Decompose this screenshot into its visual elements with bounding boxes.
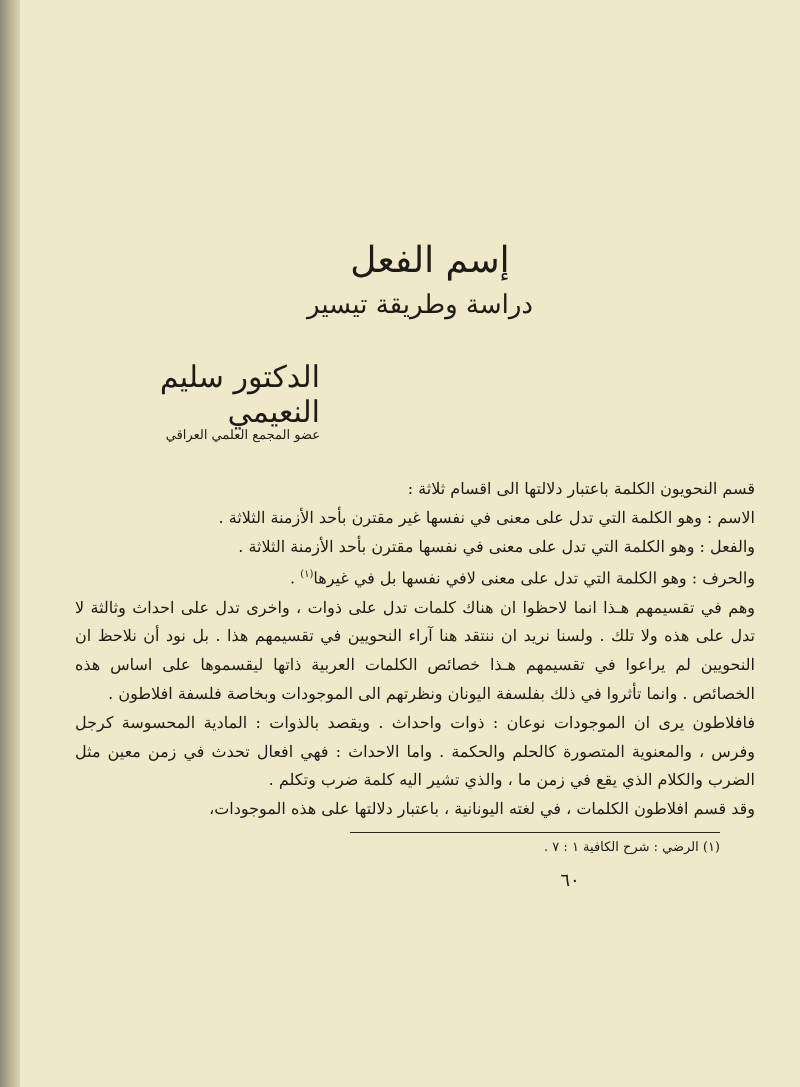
paragraph: والفعل : وهو الكلمة التي تدل على معنى في نفسها مقترن بأحد الأزمنة الثلاثة . (238, 536, 755, 556)
footnote-divider (350, 832, 720, 833)
article-title: إسم الفعل (350, 240, 510, 281)
footnote-marker: (١) (300, 569, 314, 581)
article-body (75, 475, 755, 824)
document-page (20, 0, 800, 1087)
paragraph: وهم في تقسيمهم هـذا انما لاحظوا ان هناك كلمات تدل على ذوات ، واخرى تدل على احداث وثالثة لا تدل على هذه ولا تلك . ولسنا نريد ان ننتقد هنا آراء النحويين في تقسيمهم هذا . بل نود أن نلاحظ ان النحويين لم يراعوا في تقسيمهم هـذا خصائص الكلمات العربية ذاتها ليقسموها على اساس هذه الخصائص . وانما تأثروا في ذلك بفلسفة اليونان ونظرتهم الى الموجودات وبخاصة فلسفة افلاطون . (75, 597, 755, 703)
paragraph: والحرف : وهو الكلمة التي تدل على معنى لافي نفسها بل في غيرها$^{(١)}$ . (290, 568, 755, 588)
author-affiliation: عضو المجمع العلمي العراقي (165, 428, 320, 443)
footnote: (١) الرضي : شرح الكافية ١ : ٧ . (544, 840, 720, 855)
article-subtitle: دراسة وطريقة تيسير (306, 290, 533, 320)
paragraph-text: والحرف : وهو الكلمة التي تدل على معنى لافي نفسها بل في غيرها (313, 568, 755, 588)
page-number: ٦٠ (560, 870, 580, 891)
paragraph: وقد قسم افلاطون الكلمات ، في لغته اليونانية ، باعتبار دلالتها على هذه الموجودات، (209, 799, 755, 819)
paragraph: فافلاطون يرى ان الموجودات نوعان : ذوات واحداث . ويقصد بالذوات : المادية المحسوسة كرجل وفرس ، والمعنوية المتصورة كالحلم والحكمة . واما الاحداث : فهي افعال تحدث في زمن معين مثل الضرب والكلام الذي يقع في زمن ما ، والذي تشير اليه كلمة ضرب وتكلم . (75, 712, 755, 790)
page-binding-edge (0, 0, 20, 1087)
paragraph: قسم النحويون الكلمة باعتبار دلالتها الى اقسام ثلاثة : (407, 479, 755, 498)
paragraph: الاسم : وهو الكلمة التي تدل على معنى في نفسها غير مقترن بأحد الأزمنة الثلاثة . (218, 507, 755, 527)
author-name: الدكتور سليم النعيمي (159, 360, 320, 430)
